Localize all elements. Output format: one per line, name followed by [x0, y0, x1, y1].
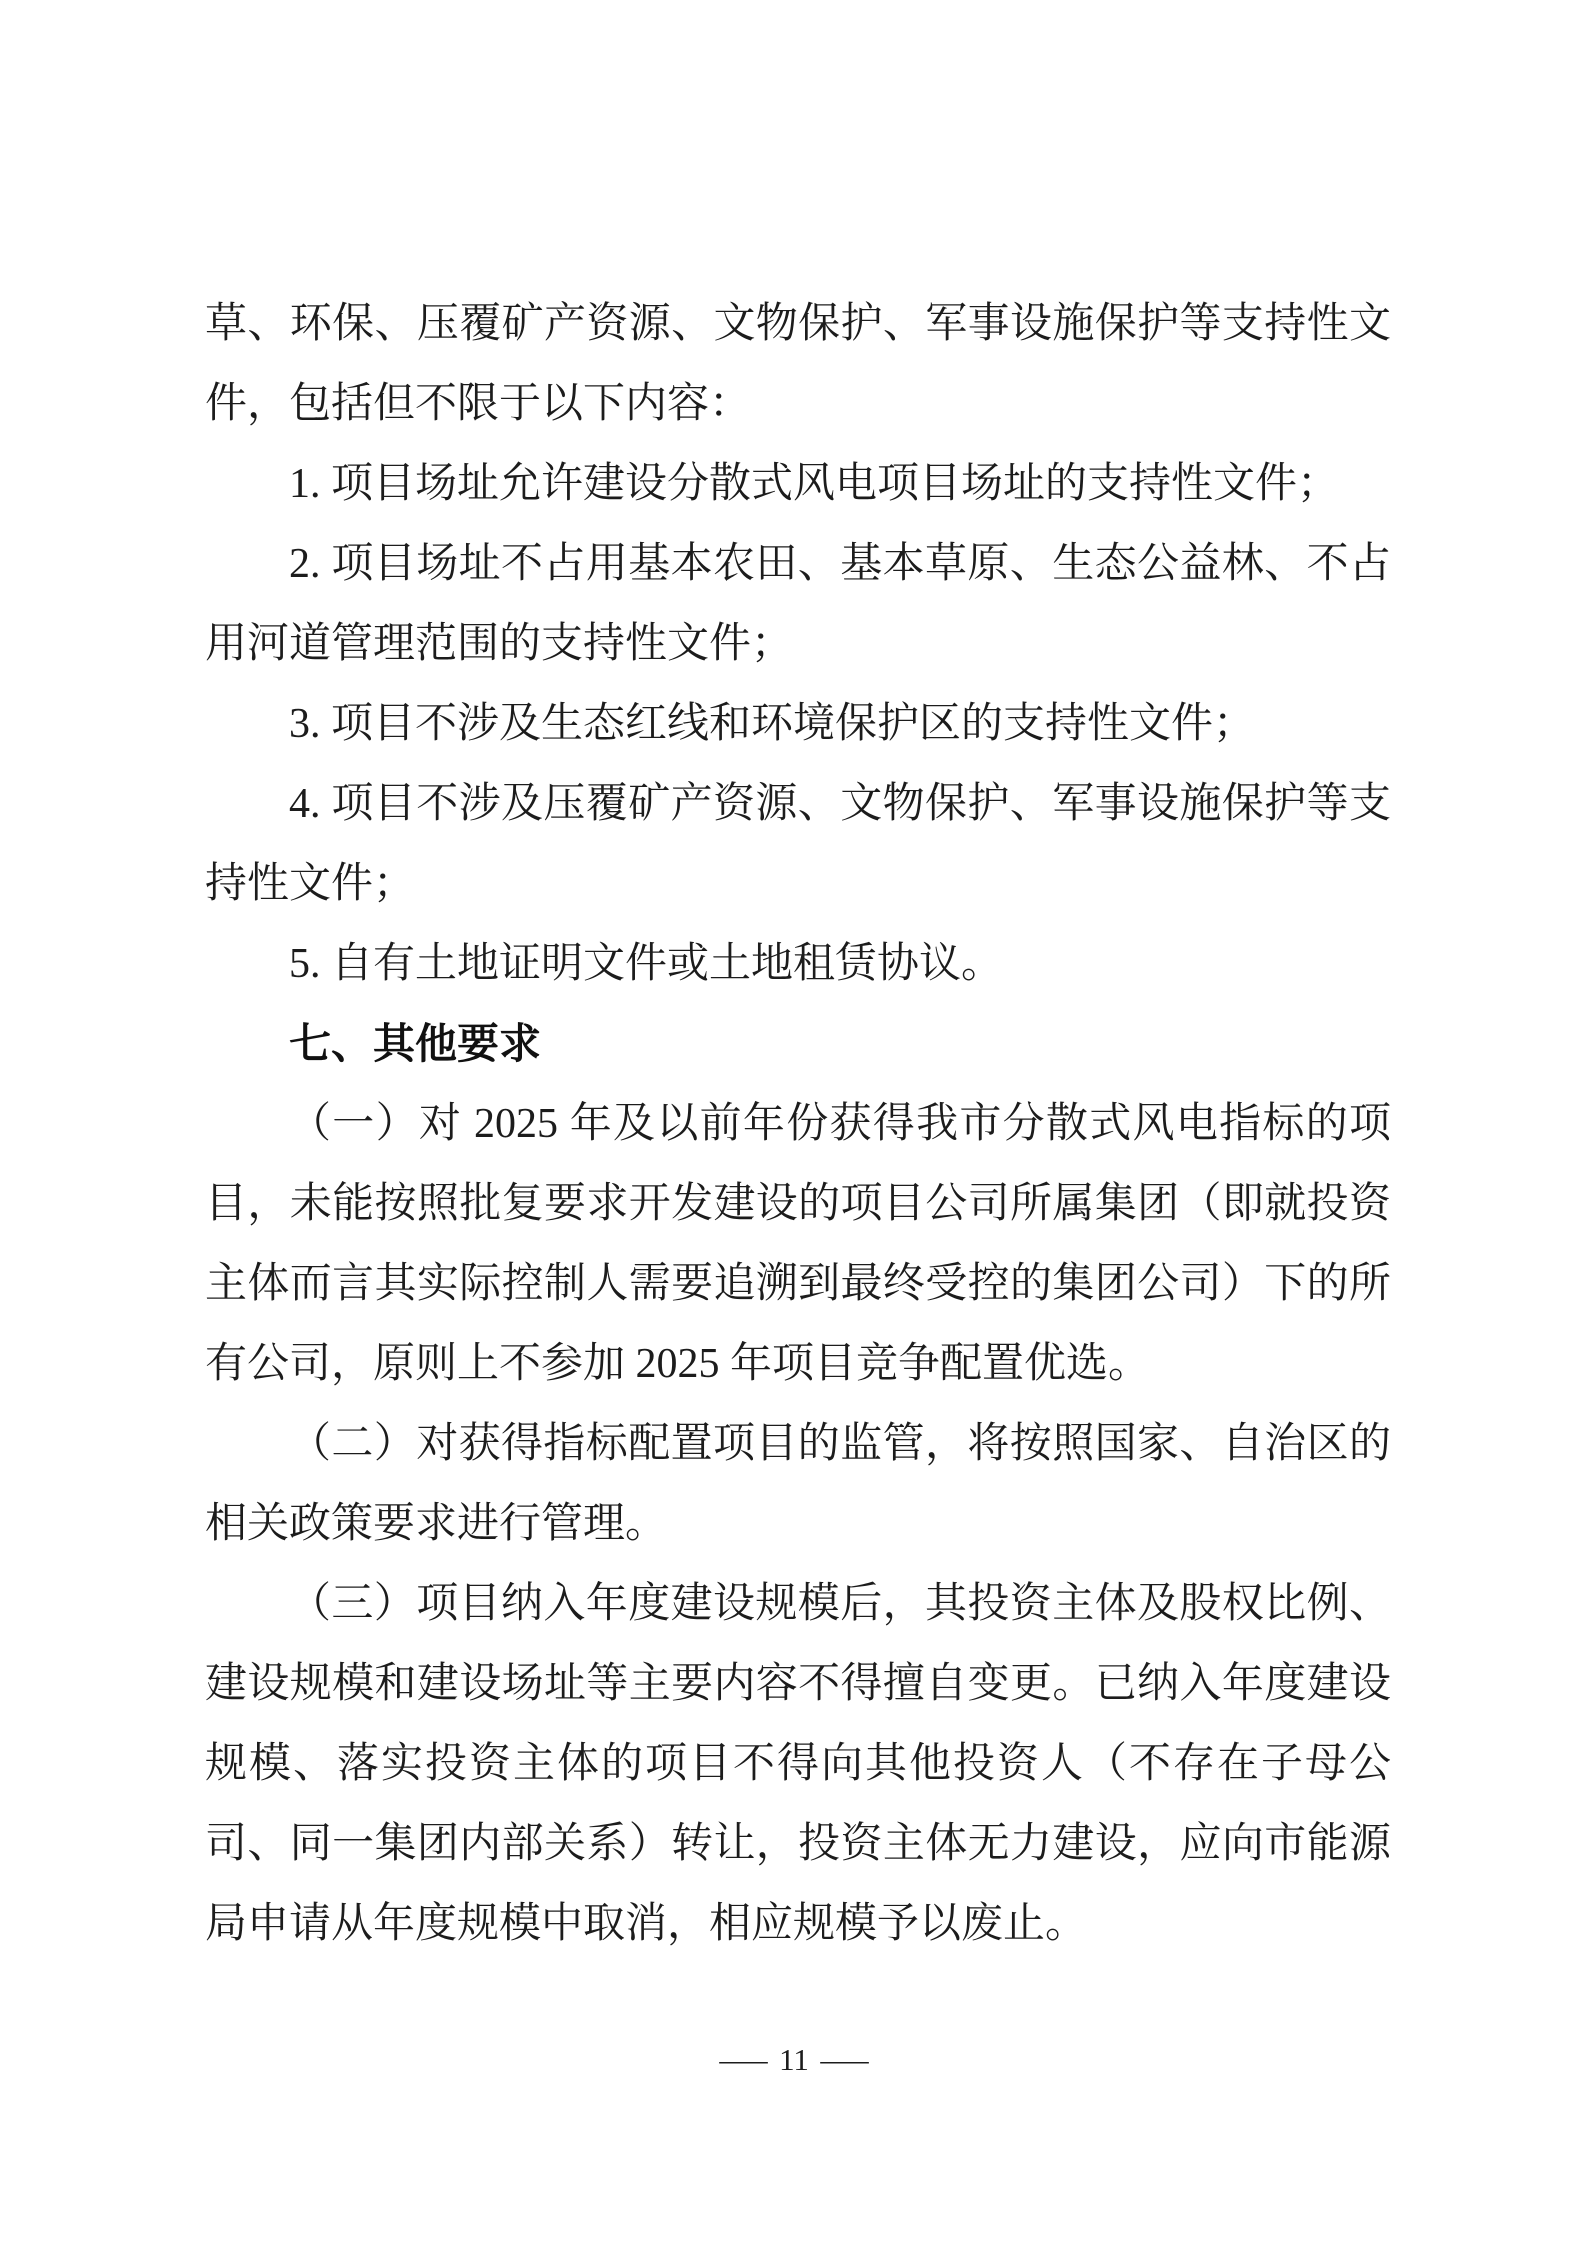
- list-item-2: 2. 项目场址不占用基本农田、基本草原、生态公益林、不占用河道管理范围的支持性文件；: [205, 541, 1391, 667]
- page-footer: [0, 2042, 1588, 2078]
- section-heading: 七、其他要求: [289, 1020, 542, 1067]
- document-body: [205, 284, 1391, 1964]
- list-item-5: 5. 自有土地证明文件或土地租赁协议。: [289, 941, 1004, 987]
- page-number: 11: [779, 2042, 809, 2077]
- footer-dash-right: —: [820, 2042, 869, 2077]
- paragraph-continuation: 草、环保、压覆矿产资源、文物保护、军事设施保护等支持性文件，包括但不限于以下内容：: [205, 301, 1391, 427]
- list-item-4: 4. 项目不涉及压覆矿产资源、文物保护、军事设施保护等支持性文件；: [205, 781, 1391, 907]
- sub-paragraph-1: （一）对 2025 年及以前年份获得我市分散式风电指标的项目，未能按照批复要求开发建设的项目公司所属集团（即就投资主体而言其实际控制人需要追溯到最终受控的集团公司）下的所有公司，原则上不参加 2025 年项目竞争配置优选。: [205, 1101, 1391, 1387]
- list-item-1: 1. 项目场址允许建设分散式风电项目场址的支持性文件；: [289, 461, 1340, 507]
- list-item-3: 3. 项目不涉及生态红线和环境保护区的支持性文件；: [289, 701, 1256, 747]
- sub-paragraph-3: （三）项目纳入年度建设规模后，其投资主体及股权比例、建设规模和建设场址等主要内容不得擅自变更。已纳入年度建设规模、落实投资主体的项目不得向其他投资人（不存在子母公司、同一集团内部关系）转让，投资主体无力建设，应向市能源局申请从年度规模中取消，相应规模予以废止。: [205, 1581, 1391, 1947]
- footer-dash-left: —: [719, 2042, 768, 2077]
- sub-paragraph-2: （二）对获得指标配置项目的监管，将按照国家、自治区的相关政策要求进行管理。: [205, 1421, 1391, 1547]
